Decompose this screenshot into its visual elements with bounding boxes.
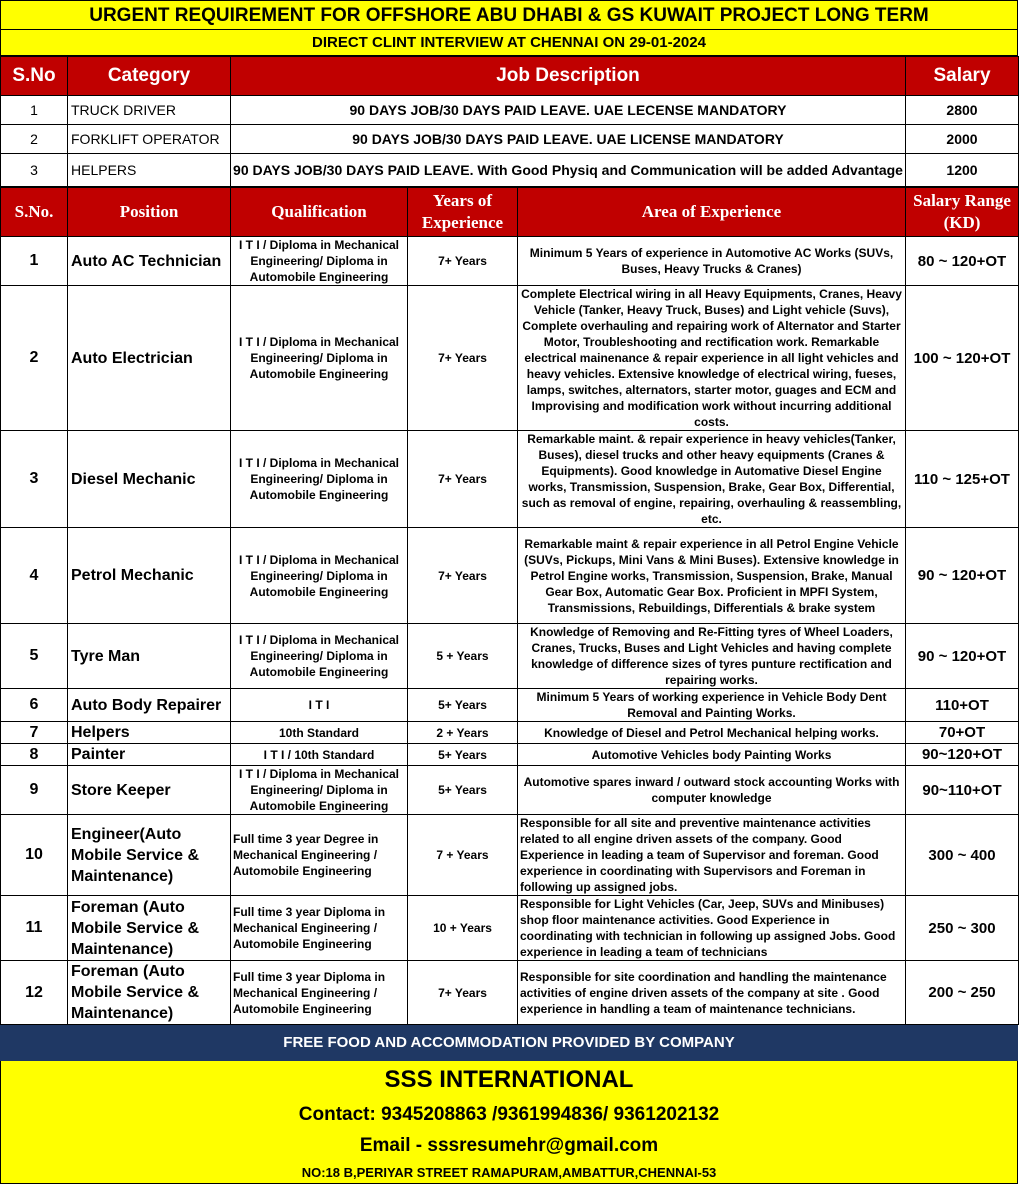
position-name: Engineer(Auto Mobile Service & Maintenance) <box>68 815 231 896</box>
table-row <box>1 528 1019 624</box>
page-subtitle: DIRECT CLINT INTERVIEW AT CHENNAI ON 29-01-2024 <box>0 30 1018 56</box>
category-name: HELPERS <box>68 154 231 187</box>
table-row <box>1 689 1019 722</box>
qualification: I T I <box>231 689 408 722</box>
contact-numbers: Contact: 9345208863 /9361994836/ 9361202132 <box>0 1099 1018 1131</box>
position-name: Helpers <box>68 722 231 744</box>
area-of-experience: Complete Electrical wiring in all Heavy Equipments, Cranes, Heavy Vehicle (Tanker, Heavy Truck, Buses) and Light vehicle (Suvs), Complete overhauling and repairing work of Alternator and Starter Motor, Troubleshooting and rectification work. Remarkable electrical mainenance & repair experience in all light vehicles and heavy vehicles. Extensive knowledge of electrical wiring, fueses, lamps, switches, alternators, starter motor, guages and ECM and Improvising and modification work without incurring additional costs. <box>518 286 906 431</box>
company-name: SSS INTERNATIONAL <box>0 1061 1018 1099</box>
row-number: 12 <box>1 961 68 1025</box>
row-number: 1 <box>1 237 68 286</box>
years-of-experience: 10 + Years <box>408 896 518 961</box>
area-of-experience: Responsible for site coordination and handling the maintenance activities of engine driven assets of the company at site . Good experience in handling a team of maintenance technicians. <box>518 961 906 1025</box>
row-number: 5 <box>1 624 68 689</box>
salary-range: 300 ~ 400 <box>906 815 1019 896</box>
position-name: Auto AC Technician <box>68 237 231 286</box>
row-number: 2 <box>1 286 68 431</box>
job-description: 90 DAYS JOB/30 DAYS PAID LEAVE. With Good Physiq and Communication will be added Advantage <box>231 154 906 187</box>
qualification: I T I / Diploma in Mechanical Engineering/ Diploma in Automobile Engineering <box>231 237 408 286</box>
area-of-experience: Remarkable maint & repair experience in all Petrol Engine Vehicle (SUVs, Pickups, Mini Vans & Mini Buses). Extensive knowledge in Petrol Engine works, Transmission, Suspension, Brake, Manual Gear Box, Automatic Gear Box. Proficient in MPFI System, Transmissions, Rebuildings, Differentials & brake system <box>518 528 906 624</box>
years-of-experience: 5+ Years <box>408 766 518 815</box>
row-number: 3 <box>1 154 68 187</box>
row-number: 4 <box>1 528 68 624</box>
column-header: S.No <box>1 57 68 96</box>
job-description: 90 DAYS JOB/30 DAYS PAID LEAVE. UAE LICENSE MANDATORY <box>231 125 906 154</box>
area-of-experience: Minimum 5 Years of working experience in Vehicle Body Dent Removal and Painting Works. <box>518 689 906 722</box>
job-description: 90 DAYS JOB/30 DAYS PAID LEAVE. UAE LECENSE MANDATORY <box>231 96 906 125</box>
area-of-experience: Remarkable maint. & repair experience in heavy vehicles(Tanker, Buses), diesel trucks and other heavy equipments (Cranes & Equipments). Good knowledge in Automative Diesel Engine works, Transmission, Suspension, Brake, Gear Box, Differential, such as removal of engine, repairing, overhauling & reassembling, etc. <box>518 431 906 528</box>
table-row <box>1 237 1019 286</box>
qualification: Full time 3 year Diploma in Mechanical Engineering / Automobile Engineering <box>231 896 408 961</box>
row-number: 9 <box>1 766 68 815</box>
area-of-experience: Knowledge of Removing and Re-Fitting tyres of Wheel Loaders, Cranes, Trucks, Buses and Light Vehicles and having complete knowledge of difference sizes of tyres punture rectification and repairing works. <box>518 624 906 689</box>
column-header: Salary <box>906 57 1019 96</box>
years-of-experience: 5+ Years <box>408 744 518 766</box>
years-of-experience: 5+ Years <box>408 689 518 722</box>
contact-email: Email - sssresumehr@gmail.com <box>0 1131 1018 1161</box>
position-name: Auto Body Repairer <box>68 689 231 722</box>
table-row <box>1 961 1019 1025</box>
row-number: 6 <box>1 689 68 722</box>
category-name: TRUCK DRIVER <box>68 96 231 125</box>
salary-range: 90~110+OT <box>906 766 1019 815</box>
position-name: Store Keeper <box>68 766 231 815</box>
salary-value: 2000 <box>906 125 1019 154</box>
row-number: 1 <box>1 96 68 125</box>
table-row <box>1 431 1019 528</box>
position-name: Tyre Man <box>68 624 231 689</box>
column-header: Job Description <box>231 57 906 96</box>
qualification: I T I / Diploma in Mechanical Engineering/ Diploma in Automobile Engineering <box>231 286 408 431</box>
area-of-experience: Automotive Vehicles body Painting Works <box>518 744 906 766</box>
salary-value: 1200 <box>906 154 1019 187</box>
table-row <box>1 744 1019 766</box>
row-number: 7 <box>1 722 68 744</box>
table-row <box>1 125 1019 154</box>
qualification: Full time 3 year Degree in Mechanical Engineering / Automobile Engineering <box>231 815 408 896</box>
row-number: 11 <box>1 896 68 961</box>
position-table-header <box>1 188 1019 237</box>
area-of-experience: Responsible for Light Vehicles (Car, Jeep, SUVs and Minibuses) shop floor maintenance activities. Good Experience in coordinating with technician in following up assigned Jobs. Good experience in leading a team of technicians <box>518 896 906 961</box>
position-table <box>0 187 1019 1025</box>
salary-range: 80 ~ 120+OT <box>906 237 1019 286</box>
years-of-experience: 7+ Years <box>408 528 518 624</box>
table-row <box>1 766 1019 815</box>
salary-range: 90~120+OT <box>906 744 1019 766</box>
salary-range: 250 ~ 300 <box>906 896 1019 961</box>
salary-range: 110+OT <box>906 689 1019 722</box>
qualification: I T I / Diploma in Mechanical Engineering/ Diploma in Automobile Engineering <box>231 766 408 815</box>
years-of-experience: 7+ Years <box>408 286 518 431</box>
column-header: S.No. <box>1 188 68 237</box>
table-row <box>1 286 1019 431</box>
table-row <box>1 722 1019 744</box>
years-of-experience: 7+ Years <box>408 237 518 286</box>
area-of-experience: Minimum 5 Years of experience in Automotive AC Works (SUVs, Buses, Heavy Trucks & Cranes) <box>518 237 906 286</box>
table-row <box>1 154 1019 187</box>
table-row <box>1 96 1019 125</box>
position-name: Petrol Mechanic <box>68 528 231 624</box>
category-table-header <box>1 57 1019 96</box>
column-header: Position <box>68 188 231 237</box>
years-of-experience: 2 + Years <box>408 722 518 744</box>
table-row <box>1 896 1019 961</box>
column-header: Qualification <box>231 188 408 237</box>
page-title: URGENT REQUIREMENT FOR OFFSHORE ABU DHABI & GS KUWAIT PROJECT LONG TERM <box>0 0 1018 30</box>
row-number: 10 <box>1 815 68 896</box>
row-number: 3 <box>1 431 68 528</box>
qualification: I T I / Diploma in Mechanical Engineering/ Diploma in Automobile Engineering <box>231 528 408 624</box>
row-number: 8 <box>1 744 68 766</box>
column-header: Salary Range (KD) <box>906 188 1019 237</box>
position-name: Painter <box>68 744 231 766</box>
qualification: I T I / Diploma in Mechanical Engineering/ Diploma in Automobile Engineering <box>231 431 408 528</box>
years-of-experience: 5 + Years <box>408 624 518 689</box>
position-name: Foreman (Auto Mobile Service & Maintenance) <box>68 961 231 1025</box>
area-of-experience: Automotive spares inward / outward stock accounting Works with computer knowledge <box>518 766 906 815</box>
position-name: Foreman (Auto Mobile Service & Maintenance) <box>68 896 231 961</box>
category-table <box>0 56 1019 187</box>
salary-range: 100 ~ 120+OT <box>906 286 1019 431</box>
column-header: Area of Experience <box>518 188 906 237</box>
salary-range: 200 ~ 250 <box>906 961 1019 1025</box>
column-header: Years of Experience <box>408 188 518 237</box>
salary-range: 70+OT <box>906 722 1019 744</box>
area-of-experience: Responsible for all site and preventive maintenance activities related to all engine driven assets of the company. Good Experience in leading a team of Supervisor and foreman. Good experience in coordinating with Supervisors and Foreman in following up assigned jobs. <box>518 815 906 896</box>
salary-range: 90 ~ 120+OT <box>906 528 1019 624</box>
qualification: Full time 3 year Diploma in Mechanical Engineering / Automobile Engineering <box>231 961 408 1025</box>
column-header: Category <box>68 57 231 96</box>
qualification: I T I / 10th Standard <box>231 744 408 766</box>
area-of-experience: Knowledge of Diesel and Petrol Mechanical helping works. <box>518 722 906 744</box>
years-of-experience: 7 + Years <box>408 815 518 896</box>
company-address: NO:18 B,PERIYAR STREET RAMAPURAM,AMBATTUR,CHENNAI-53 <box>0 1161 1018 1184</box>
salary-range: 110 ~ 125+OT <box>906 431 1019 528</box>
salary-value: 2800 <box>906 96 1019 125</box>
qualification: 10th Standard <box>231 722 408 744</box>
table-row <box>1 815 1019 896</box>
position-name: Diesel Mechanic <box>68 431 231 528</box>
table-row <box>1 624 1019 689</box>
benefits-banner: FREE FOOD AND ACCOMMODATION PROVIDED BY COMPANY <box>0 1025 1018 1061</box>
years-of-experience: 7+ Years <box>408 961 518 1025</box>
row-number: 2 <box>1 125 68 154</box>
position-name: Auto Electrician <box>68 286 231 431</box>
qualification: I T I / Diploma in Mechanical Engineering/ Diploma in Automobile Engineering <box>231 624 408 689</box>
years-of-experience: 7+ Years <box>408 431 518 528</box>
category-name: FORKLIFT OPERATOR <box>68 125 231 154</box>
salary-range: 90 ~ 120+OT <box>906 624 1019 689</box>
